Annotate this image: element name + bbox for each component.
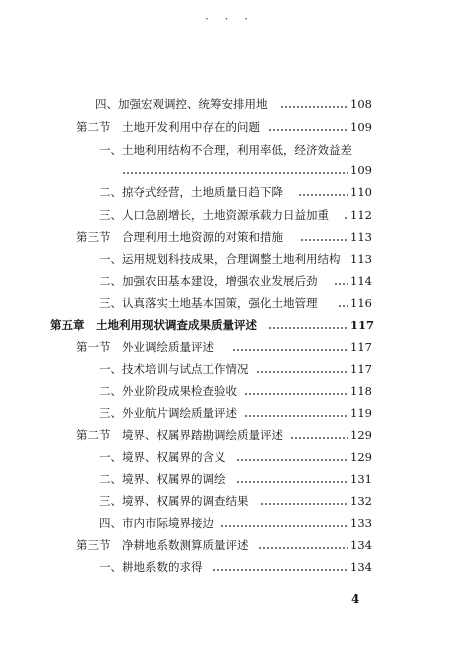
toc-entry-page: 109 bbox=[348, 117, 372, 137]
toc-entry bbox=[0, 469, 450, 489]
toc-entry-page: 132 bbox=[348, 491, 372, 511]
toc-entry bbox=[0, 557, 450, 577]
toc-entry bbox=[0, 535, 450, 555]
toc-entry-label: 四、市内市际境界接边 bbox=[99, 513, 216, 533]
toc-entry bbox=[0, 205, 450, 225]
toc-entry-page: 114 bbox=[348, 271, 372, 291]
toc-entry-label: 三、外业航片调绘质量评述 bbox=[99, 403, 239, 423]
dot-leader bbox=[236, 481, 348, 483]
toc-entry-page: 129 bbox=[348, 447, 372, 467]
toc-entry bbox=[0, 447, 450, 467]
toc-entry-label: 二、掠夺式经营，土地质量日趋下降 bbox=[99, 182, 285, 202]
dot-leader bbox=[244, 393, 348, 395]
dot-leader bbox=[298, 194, 348, 196]
toc-entry bbox=[0, 271, 450, 291]
toc-entry-label: 三、人口急剧增长，土地资源承载力日益加重 bbox=[99, 205, 331, 225]
toc-entry-label: 一、土地利用结构不合理，利用率低，经济效益差 bbox=[99, 140, 354, 160]
toc-entry-label: 第一节 外业调绘质量评述 bbox=[76, 337, 216, 357]
toc-entry-label: 一、运用规划科技成果，合理调整土地利用结构 bbox=[99, 249, 343, 269]
toc-entry-page: 109 bbox=[348, 160, 372, 180]
toc-entry-label: 三、境界、权属界的调查结果 bbox=[99, 491, 251, 511]
toc-entry-label: 三、认真落实土地基本国策，强化土地管理 bbox=[99, 293, 320, 313]
toc-entry-page: 117 bbox=[348, 315, 374, 335]
toc-entry bbox=[0, 359, 450, 379]
dot-leader bbox=[212, 569, 348, 571]
toc-entry-page: 112 bbox=[348, 205, 372, 225]
toc-entry-label: 一、境界、权属界的含义 bbox=[99, 447, 228, 467]
dot-leader bbox=[338, 305, 348, 307]
dot-leader bbox=[300, 239, 348, 241]
toc-entry-page: 117 bbox=[348, 359, 372, 379]
toc-entry-label: 第二节 土地开发利用中存在的问题 bbox=[76, 117, 262, 137]
toc-entry-page: 113 bbox=[348, 227, 372, 247]
dot-leader bbox=[122, 172, 348, 174]
toc-entry-page: 116 bbox=[348, 293, 372, 313]
toc-entry-label: 第五章 土地利用现状调查成果质量评述 bbox=[50, 315, 259, 335]
toc-entry bbox=[0, 293, 450, 313]
toc-entry-page: 134 bbox=[348, 535, 372, 555]
dot-leader bbox=[334, 283, 348, 285]
toc-entry-page: 134 bbox=[348, 557, 372, 577]
toc-entry-page: 118 bbox=[348, 381, 372, 401]
toc-entry-label: 一、耕地系数的求得 bbox=[99, 557, 205, 577]
toc-entry bbox=[0, 513, 450, 533]
toc-entry bbox=[0, 140, 450, 160]
toc-entry-label: 第二节 境界、权属界踏勘调绘质量评述 bbox=[76, 425, 285, 445]
toc-entry-page: 133 bbox=[348, 513, 372, 533]
toc-entry bbox=[0, 337, 450, 357]
dot-leader bbox=[220, 525, 348, 527]
toc-entry bbox=[0, 182, 450, 202]
toc-entry-page: 119 bbox=[348, 403, 372, 423]
toc-entry bbox=[0, 94, 450, 114]
toc-entry bbox=[0, 425, 450, 445]
dot-leader bbox=[236, 459, 348, 461]
toc-entry-page: 110 bbox=[348, 182, 372, 202]
toc-entry bbox=[0, 403, 450, 423]
toc-entry-page: 113 bbox=[348, 249, 372, 269]
toc-entry-label: 二、外业阶段成果检查验收 bbox=[99, 381, 239, 401]
dot-leader bbox=[280, 106, 348, 108]
dot-leader bbox=[232, 349, 348, 351]
dot-leader bbox=[260, 503, 348, 505]
toc-entry bbox=[0, 117, 450, 137]
toc-entry-page: 117 bbox=[348, 337, 372, 357]
toc-entry bbox=[0, 381, 450, 401]
page-number: 4 bbox=[351, 592, 360, 606]
dot-leader bbox=[258, 547, 348, 549]
toc-entry-chapter bbox=[0, 315, 450, 335]
toc-entry-continuation bbox=[0, 160, 450, 180]
dot-leader bbox=[256, 371, 348, 373]
dot-leader bbox=[244, 415, 348, 417]
toc-entry-page: 129 bbox=[348, 425, 372, 445]
dot-leader bbox=[268, 327, 348, 329]
toc-entry-label: 二、加强农田基本建设，增强农业发展后劲 bbox=[99, 271, 320, 291]
toc-entry-label: 二、境界、权属界的调绘 bbox=[99, 469, 228, 489]
toc-entry-label: 一、技术培训与试点工作情况 bbox=[99, 359, 251, 379]
toc-entry-label: 第三节 净耕地系数测算质量评述 bbox=[76, 535, 251, 555]
toc-entry-label: 第三节 合理利用土地资源的对策和措施 bbox=[76, 227, 285, 247]
toc-entry-page: 131 bbox=[348, 469, 372, 489]
dot-leader bbox=[268, 129, 348, 131]
dot-leader bbox=[290, 437, 348, 439]
toc-entry bbox=[0, 491, 450, 511]
toc-entry bbox=[0, 249, 450, 269]
toc-entry-page: 108 bbox=[348, 94, 372, 114]
toc-entry-label: 四、加强宏观调控、统筹安排用地 bbox=[95, 94, 270, 114]
top-marks: · · · bbox=[205, 12, 255, 26]
toc-entry bbox=[0, 227, 450, 247]
